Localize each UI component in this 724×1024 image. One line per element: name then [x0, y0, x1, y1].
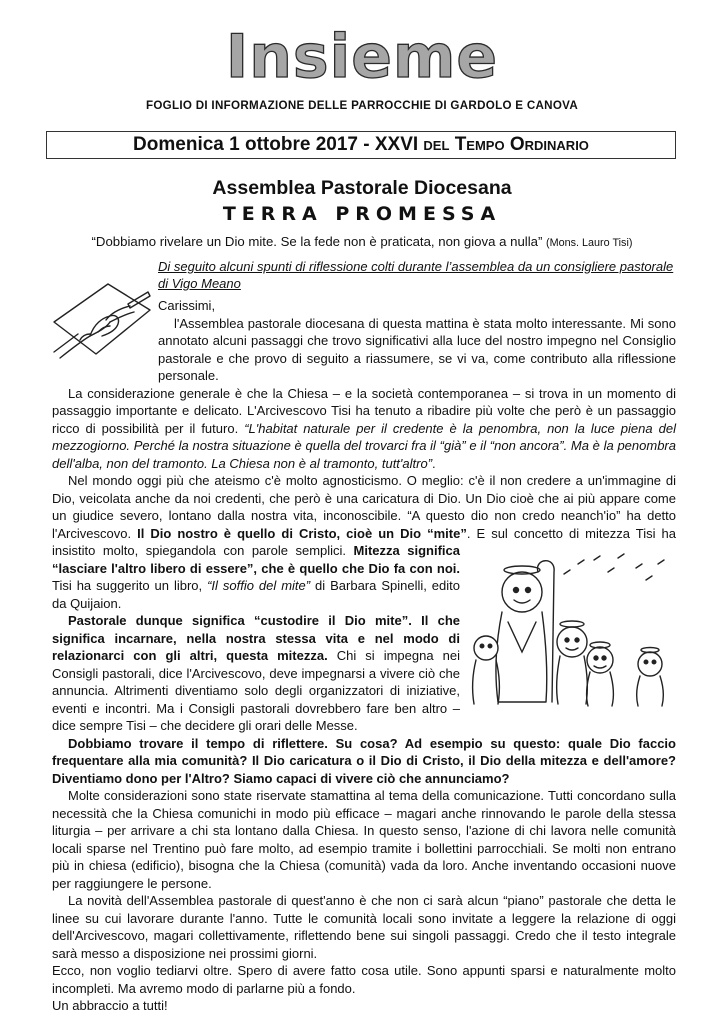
date-banner	[46, 131, 676, 159]
paragraph-4: Pastorale dunque significa “custodire il Dio mite”. Il che significa incarnare, nella nostra stessa vita e nel modo di relazionarci con gli altri, questa mitezza. Chi si impegna nei Consigli pastorali, dice l'Arcivescovo, deve impegnarsi a vivere ciò che annuncia. Altrimenti diventiamo solo degli organizzatori di iniziative, eventi e incontri. Ma i Consigli pastorali dovrebbero fare ben altro – dice sempre Tisi – che decidere gli orari delle Messe.	[52, 613, 460, 733]
liturgical-time: del Tempo Ordinario	[423, 134, 589, 155]
masthead: Insieme	[225, 22, 499, 92]
quote-text: “Dobbiamo rivelare un Dio mite. Se la fede non è praticata, non giova a nulla”	[91, 234, 543, 249]
shepherd-with-children-illustration	[468, 552, 676, 712]
paragraph-2: La considerazione generale è che la Chiesa – e la società contemporanea – si trova in un momento di passaggio importante e delicato. L'Arcivescovo Tisi ha tenuto a ribadire più volte che però è un passaggio ricco di possibilità per il futuro. “L'habitat naturale per il credente è la penombra, non la luce piena del mezzogiorno. Perché la nostra situazione è quella del trovarci fra il “già” e il “non ancora”. Ma è la penombra dell'alba, non del tramonto. La Chiesa non è al tramonto, tutt'altro”.	[52, 385, 676, 471]
greeting: Carissimi,	[158, 298, 216, 313]
closing-line: Un abbraccio a tutti!	[52, 998, 168, 1013]
paragraph-7: La novità dell'Assemblea pastorale di quest'anno è che non ci sarà alcun “piano” pastorale che detta le linee su cui lavorare durante l'anno. Tutte le comunità locali sono invitate a leggere la relazione di oggi dell'Arcivescovo, magari collettivamente, riflettendo bene sui singoli passaggi. Credo che il testo integrale sarà messo a disposizione nei prossimi giorni.	[52, 893, 676, 961]
quote-author: (Mons. Lauro Tisi)	[546, 237, 633, 249]
article-body	[52, 297, 676, 1015]
paragraph-8: Ecco, non voglio tediarvi oltre. Spero di avere fatto cosa utile. Sono appunti sparsi e naturalmente molto incompleti. Ma avremo modo di parlarne più a fondo.	[52, 963, 676, 996]
parish-subtitle: FOGLIO DI INFORMAZIONE DELLE PARROCCHIE DI GARDOLO E CANOVA	[145, 99, 579, 112]
paragraph-1: l'Assemblea pastorale diocesana di questa mattina è stata molto interessante. Mi sono annotato alcuni passaggi che trovo significativi alla luce del nostro impegno nel Consiglio pastorale e che provo di seguito a riassumere, se vi va, come contributo alla riflessione personale.	[158, 315, 676, 383]
paragraph-6: Molte considerazioni sono state riservate stamattina al tema della comunicazione. Tutti concordano sulla necessità che la Chiesa comunichi in modo più efficace – magari anche rinnovando le parole della stessa liturgia – per arrivare a chi sta lontano dalla Chiesa. In questo senso, l'azione di chi lavora nelle comunità locali sparse nel Trentino può fare molto, ad esempio tramite i bollettini parrocchiali. Se molti non entrano più in chiesa (edificio), bisogna che la Chiesa (comunità) vada da loro. Anche inventando occasioni nuove per raggiungere le persone.	[52, 788, 676, 891]
article-title: Assemblea Pastorale Diocesana	[212, 177, 512, 199]
article-subtitle: TERRA PROMESSA	[222, 203, 502, 225]
headline-quote	[0, 234, 724, 249]
intro-note: Di seguito alcuni spunti di riflessione colti durante l’assemblea da un consigliere pastorale di Vigo Meano	[158, 259, 674, 291]
date-main: Domenica 1 ottobre 2017 - XXVI	[133, 134, 419, 155]
paragraph-3: Nel mondo oggi più che ateismo c'è molto agnosticismo. O meglio: c'è il non credere a un'immagine di Dio, veicolata anche da noi credenti, che però è una caricatura di Dio. Un Dio cioè che ai più appare come un giudice severo, lontano dalla nostra vita, inconoscibile. “A questo dio non credo neanch'io” ha detto l'Arcivescovo. Il Dio nostro è quello di Cristo, cioè un Dio “mite”. E sul concetto di mitezza Tisi ha insistito molto, spiegandola con parole semplici. Mitezza significa “lasciare l'altro libero di essere”, che è quello che Dio fa con noi. Tisi ha suggerito un libro, “Il soffio del mite” di Barbara Spinelli, edito da Quijaion.	[52, 472, 676, 612]
paragraph-5: Dobbiamo trovare il tempo di riflettere. Su cosa? Ad esempio su questo: quale Dio faccio frequentare alla mia comunità? Il Dio caricatura o il Dio di Cristo, il Dio della mitezza e dell'amore? Diventiamo dono per l'Altro? Siamo capaci di vivere ciò che annunciamo?	[52, 735, 676, 786]
